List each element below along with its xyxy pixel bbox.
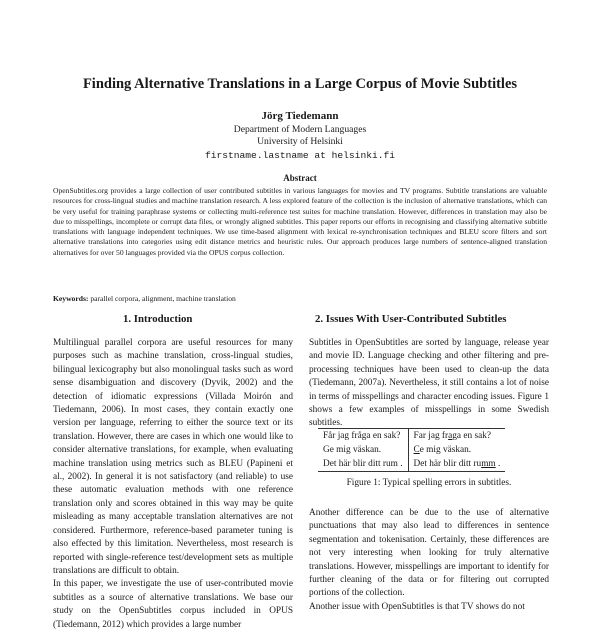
keywords-text: parallel corpora, alignment, machine translation [90,294,236,303]
author-email: firstname.lastname at helsinki.fi [205,150,395,161]
figure-1-caption: Figure 1: Typical spelling errors in subtitles. [346,478,512,488]
section-heading-introduction: 1. Introduction [123,313,193,325]
table-cell-original: Ge mig väskan. [323,445,382,455]
table-cell-original: Får jag fråga en sak? [318,429,408,444]
author-university: University of Helsinki [257,136,343,147]
figure-1-table [318,428,505,472]
keywords-label: Keywords: [53,294,89,303]
intro-paragraph-1: Multilingual parallel corpora are useful resources for many purposes such as machine translation, cross-lingual studies, bilingual lexicography but also monolingual tasks such as word sense disambiguation and discovery (Dyvik, 2002) and the detection of idiomatic expressions (Villada Moirón and Tiedemann, 2006). In most cases, they contain exactly one version per language, referring to either the source text or its translation. However, there are cases in which one would like to consider alternative translations, for example, when evaluating machine translation using metrics such as BLEU (Papineni et al., 2002). In general it is not satisfactory (and reliable) to use these automatic evaluation methods with one reference translation only and scores obtained in this way may be quite misleading as many acceptable translation alternatives are not considered. Furthermore, reference-based parameter tuning is also effected by this limitation. Nevertheless, most research is reported with single-reference test/development sets as multiple translations are difficult to obtain. [53,338,293,576]
table-cell-misspelled: Far jag fraga en sak? [408,429,505,444]
table-cell-misspelled: Ce mig väskan. [408,443,505,457]
section-heading-issues: 2. Issues With User-Contributed Subtitles [315,313,507,325]
table-row [318,443,505,457]
abstract-text: OpenSubtitles.org provides a large collection of user contributed subtitles in various languages for movies and TV programs. Subtitle translations are valuable resources for cross-lingual studies and machine translation research. A less explored feature of the collection is the inclusion of alternative translations, which can be very useful for training paraphrase systems or collecting multi-reference test suites for machine translation. However, differences in translation may also be due to misspellings, incomplete or corrupt data files, or wrongly aligned subtitles. This paper reports our efforts in recognising and classifying alternative subtitle translations with language independent techniques. We use time-based alignment with lexical re-synchronisation techniques and BLEU score filters and sort alternative translations into categories using edit distance metrics and heuristic rules. Our approach produces large numbers of sentence-aligned translation alternatives for over 50 languages provided via the OPUS corpus collection. [53,186,547,257]
misspelling-mark: mm [481,459,496,469]
keywords [53,294,547,303]
table-row [318,429,505,444]
abstract-heading: Abstract [283,173,317,183]
paper-title: Finding Alternative Translations in a Large Corpus of Movie Subtitles [82,76,518,92]
issues-paragraph-1: Subtitles in OpenSubtitles are sorted by language, release year and movie ID. Language checking and other filtering and pre-processing techniques have been used to clean-up the data (Tiedemann, 2007a). Nevertheless, it still contains a lot of noise in terms of misspellings and character encoding issues. Figure 1 shows a few examples of misspellings in some Swedish subtitles. [309,338,549,429]
issues-paragraph-3: Another issue with OpenSubtitles is that TV shows do not [309,601,525,612]
misspelling-mark: C [413,445,420,455]
table-cell-misspelled: Det här blir ditt rumm . [408,457,505,472]
table-row [318,457,505,472]
intro-paragraph-2: In this paper, we investigate the use of user-contributed movie subtitles as a source of alternative translations. We base our study on the OpenSubtitles corpus included in OPUS (Tiedemann, 2012) which provides a large number [53,579,293,630]
author-name: Jörg Tiedemann [261,110,339,122]
column-left [53,337,293,632]
author-department: Department of Modern Languages [233,124,367,135]
misspelling-mark: a [448,431,453,441]
column-right-lower [309,507,549,614]
issues-paragraph-2: Another difference can be due to the use of alternative punctuations that may also lead to differences in sentence segmentation and tokenisation. Certainly, these differences are not very interesting when looking for truly alternative translations. However, misspellings are important to identify for further cleaning of the data or for filtering out corrupted portions of the collection. [309,508,549,599]
table-cell-original: Det här blir ditt rum . [318,457,408,472]
